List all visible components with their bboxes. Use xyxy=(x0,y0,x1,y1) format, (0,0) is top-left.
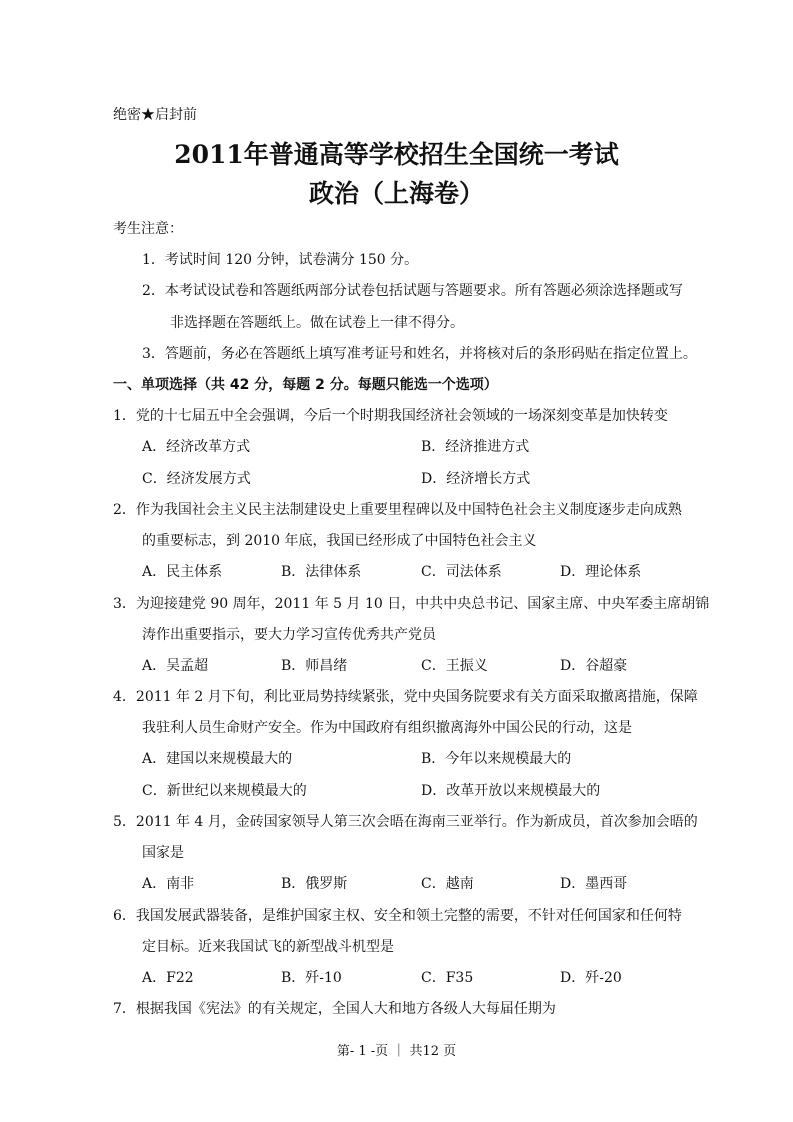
notice-item: 3．答题前，务必在答题纸上填写准考证号和姓名，并将核对后的条形码贴在指定位置上。 xyxy=(142,346,697,362)
q2-option-b: B．法律体系 xyxy=(281,564,362,580)
question-7-text: 7．根据我国《宪法》的有关规定，全国人大和地方各级人大每届任期为 xyxy=(113,1001,556,1017)
page-footer: 第- 1 -页 ｜ 共12 页 xyxy=(336,1044,457,1059)
q4-option-d: D．改革开放以来规模最大的 xyxy=(421,783,601,799)
q3-option-a: A．吴孟超 xyxy=(142,658,209,674)
question-5-text-cont: 国家是 xyxy=(142,845,184,861)
q6-option-d: D．歼-20 xyxy=(560,970,622,986)
question-3-text-cont: 涛作出重要指示，要大力学习宣传优秀共产党员 xyxy=(142,627,436,643)
notice-item: 2．本考试设试卷和答题纸两部分试卷包括试题与答题要求。所有答题必须涂选择题或写 xyxy=(142,283,683,299)
q5-option-c: C．越南 xyxy=(421,876,474,892)
q5-option-b: B．俄罗斯 xyxy=(281,876,348,892)
q5-option-a: A．南非 xyxy=(142,876,195,892)
q1-option-c: C．经济发展方式 xyxy=(142,471,251,487)
question-1-text: 1．党的十七届五中全会强调，今后一个时期我国经济社会领域的一场深刻变革是加快转变 xyxy=(113,408,668,424)
question-4-text-cont: 我驻利人员生命财产安全。作为中国政府有组织撤离海外中国公民的行动，这是 xyxy=(142,720,632,736)
q3-option-d: D．谷超豪 xyxy=(560,658,628,674)
q4-option-a: A．建国以来规模最大的 xyxy=(142,751,293,767)
notice-item: 非选择题在答题纸上。做在试卷上一律不得分。 xyxy=(170,315,464,331)
q6-option-a: A．F22 xyxy=(142,970,194,986)
q1-option-a: A．经济改革方式 xyxy=(142,439,251,455)
q2-option-d: D．理论体系 xyxy=(560,564,642,580)
notice-item: 1．考试时间 120 分钟，试卷满分 150 分。 xyxy=(142,252,419,268)
question-6-text-cont: 定目标。近来我国试飞的新型战斗机型是 xyxy=(142,939,394,955)
q3-option-b: B．师昌绪 xyxy=(281,658,348,674)
question-3-text: 3．为迎接建党 90 周年，2011 年 5 月 10 日，中共中央总书记、国家主席、中央军委主席胡锦 xyxy=(113,596,710,612)
notice-heading: 考生注意： xyxy=(113,221,183,237)
question-4-text: 4．2011 年 2 月下旬，利比亚局势持续紧张，党中央国务院要求有关方面采取撤离措施，保障 xyxy=(113,689,698,705)
q6-option-b: B．歼-10 xyxy=(281,970,342,986)
question-2-text-cont: 的重要标志，到 2010 年底，我国已经形成了中国特色社会主义 xyxy=(142,533,537,549)
q6-option-c: C．F35 xyxy=(421,970,474,986)
question-5-text: 5．2011 年 4 月，金砖国家领导人第三次会晤在海南三亚举行。作为新成员，首次参加会晤的 xyxy=(113,814,698,830)
confidential-mark: 绝密★启封前 xyxy=(113,107,197,123)
exam-subtitle: 政治（上海卷） xyxy=(308,179,484,208)
q3-option-c: C．王振义 xyxy=(421,658,488,674)
q2-option-a: A．民主体系 xyxy=(142,564,223,580)
q1-option-b: B．经济推进方式 xyxy=(421,439,530,455)
q4-option-b: B．今年以来规模最大的 xyxy=(421,751,572,767)
section-heading: 一、单项选择（共 42 分，每题 2 分。每题只能选一个选项） xyxy=(113,377,498,393)
question-2-text: 2．作为我国社会主义民主法制建设史上重要里程碑以及中国特色社会主义制度逐步走向成熟 xyxy=(113,502,682,518)
question-6-text: 6．我国发展武器装备，是维护国家主权、安全和领土完整的需要，不针对任何国家和任何特 xyxy=(113,908,682,924)
exam-title: 2011年普通高等学校招生全国统一考试 xyxy=(174,140,619,169)
q2-option-c: C．司法体系 xyxy=(421,564,502,580)
q5-option-d: D．墨西哥 xyxy=(560,876,628,892)
q1-option-d: D．经济增长方式 xyxy=(421,471,531,487)
q4-option-c: C．新世纪以来规模最大的 xyxy=(142,783,307,799)
